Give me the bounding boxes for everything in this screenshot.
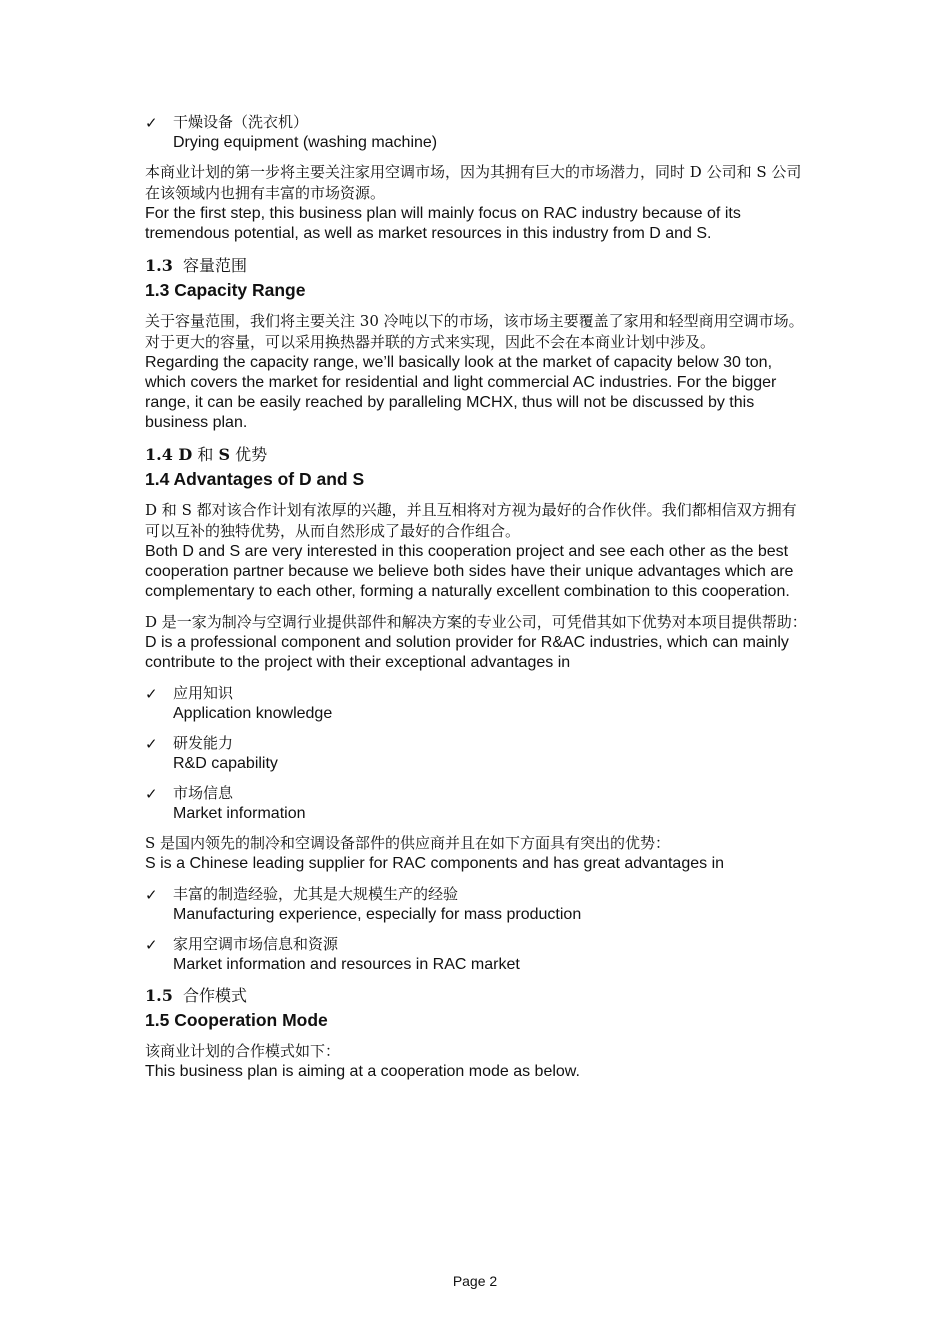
bullet-cn: 家用空调市场信息和资源 bbox=[173, 935, 339, 953]
section-title-en: 1.3 Capacity Range bbox=[145, 280, 306, 300]
section-number-2: S bbox=[218, 445, 231, 464]
bullet-cn: 市场信息 bbox=[173, 784, 234, 802]
section-number: 1.4 D bbox=[145, 445, 193, 464]
list-item bbox=[145, 733, 810, 774]
advantages-paragraph-2 bbox=[145, 612, 810, 673]
section-title-en: 1.5 Cooperation Mode bbox=[145, 1010, 328, 1030]
page-number: Page 2 bbox=[452, 1273, 498, 1289]
list-item bbox=[145, 934, 810, 975]
capacity-cn: 关于容量范围，我们将主要关注 30 冷吨以下的市场，该市场主要覆盖了家用和轻型商用空调市场。对于更大的容量，可以采用换热器并联的方式来实现，因此不会在本商业计划中涉及。 bbox=[145, 312, 804, 351]
checkmark-icon: ✓ bbox=[145, 785, 158, 803]
list-item bbox=[145, 783, 810, 824]
bullet-en: R&D capability bbox=[173, 755, 278, 772]
section-title-cn: 合作模式 bbox=[183, 986, 248, 1005]
checkmark-icon: ✓ bbox=[145, 886, 158, 904]
cooperation-en: This business plan is aiming at a cooperation mode as below. bbox=[145, 1063, 580, 1080]
intro-paragraph bbox=[145, 162, 810, 244]
section-title-en: 1.4 Advantages of D and S bbox=[145, 469, 365, 489]
checkmark-icon: ✓ bbox=[145, 685, 158, 703]
bullet-en: Market information bbox=[173, 805, 306, 822]
bullet-en: Application knowledge bbox=[173, 705, 333, 722]
bullet-en: Drying equipment (washing machine) bbox=[173, 134, 438, 151]
section-heading-1-3 bbox=[145, 254, 810, 302]
bullet-cn: 应用知识 bbox=[173, 684, 234, 702]
document-page bbox=[145, 112, 810, 1092]
checkmark-icon: ✓ bbox=[145, 114, 158, 132]
advantages-paragraph-3 bbox=[145, 833, 810, 874]
section-number: 1.5 bbox=[145, 986, 173, 1005]
checkmark-icon: ✓ bbox=[145, 936, 158, 954]
bullet-cn: 丰富的制造经验，尤其是大规模生产的经验 bbox=[173, 885, 459, 903]
capacity-paragraph bbox=[145, 311, 810, 433]
capacity-en: Regarding the capacity range, we’ll basically look at the market of capacity below 30 ton, which covers the market for residential and light commercial AC industries. For the bigger range, it can be easily reached by paralleling MCHX, thus will not be discussed by this business plan. bbox=[145, 354, 777, 431]
advantages-cn-2: D 是一家为制冷与空调行业提供部件和解决方案的专业公司，可凭借其如下优势对本项目提供帮助： bbox=[145, 613, 807, 631]
advantages-en-1: Both D and S are very interested in this cooperation project and see each other as the best cooperation partner because we believe both sides have their unique advantages which are complementary to each other, forming a naturally excellent combination to this cooperation. bbox=[145, 543, 794, 600]
bullet-en: Manufacturing experience, especially for mass production bbox=[173, 906, 582, 923]
bullet-cn: 干燥设备（洗衣机） bbox=[173, 113, 309, 131]
bullet-cn: 研发能力 bbox=[173, 734, 234, 752]
intro-cn: 本商业计划的第一步将主要关注家用空调市场，因为其拥有巨大的市场潜力，同时 D 公司和 S 公司在该领域内也拥有丰富的市场资源。 bbox=[145, 163, 802, 202]
section-title-cn: 优势 bbox=[235, 445, 268, 464]
advantages-en-3: S is a Chinese leading supplier for RAC components and has great advantages in bbox=[145, 855, 725, 872]
advantages-cn-1: D 和 S 都对该合作计划有浓厚的兴趣，并且互相将对方视为最好的合作伙伴。我们都相信双方拥有可以互补的独特优势，从而自然形成了最好的合作组合。 bbox=[145, 501, 797, 540]
list-item bbox=[145, 683, 810, 724]
section-title-cn-mid: 和 bbox=[197, 445, 214, 464]
advantages-en-2: D is a professional component and solution provider for R&AC industries, which can mainly contribute to the project with their exceptional advantages in bbox=[145, 634, 789, 671]
section-number: 1.3 bbox=[145, 256, 173, 275]
advantages-cn-3: S 是国内领先的制冷和空调设备部件的供应商并且在如下方面具有突出的优势： bbox=[145, 834, 671, 852]
section-heading-1-4 bbox=[145, 443, 810, 491]
list-item bbox=[145, 884, 810, 925]
advantages-paragraph-1 bbox=[145, 500, 810, 602]
checkmark-icon: ✓ bbox=[145, 735, 158, 753]
cooperation-cn: 该商业计划的合作模式如下： bbox=[145, 1042, 341, 1060]
section-heading-1-5 bbox=[145, 984, 810, 1032]
list-item bbox=[145, 112, 810, 153]
intro-en: For the first step, this business plan will mainly focus on RAC industry because of its tremendous potential, as well as market resources in this industry from D and S. bbox=[145, 205, 741, 242]
cooperation-paragraph bbox=[145, 1041, 810, 1082]
section-title-cn: 容量范围 bbox=[183, 256, 248, 275]
bullet-en: Market information and resources in RAC market bbox=[173, 956, 520, 973]
page-footer bbox=[0, 1273, 950, 1289]
